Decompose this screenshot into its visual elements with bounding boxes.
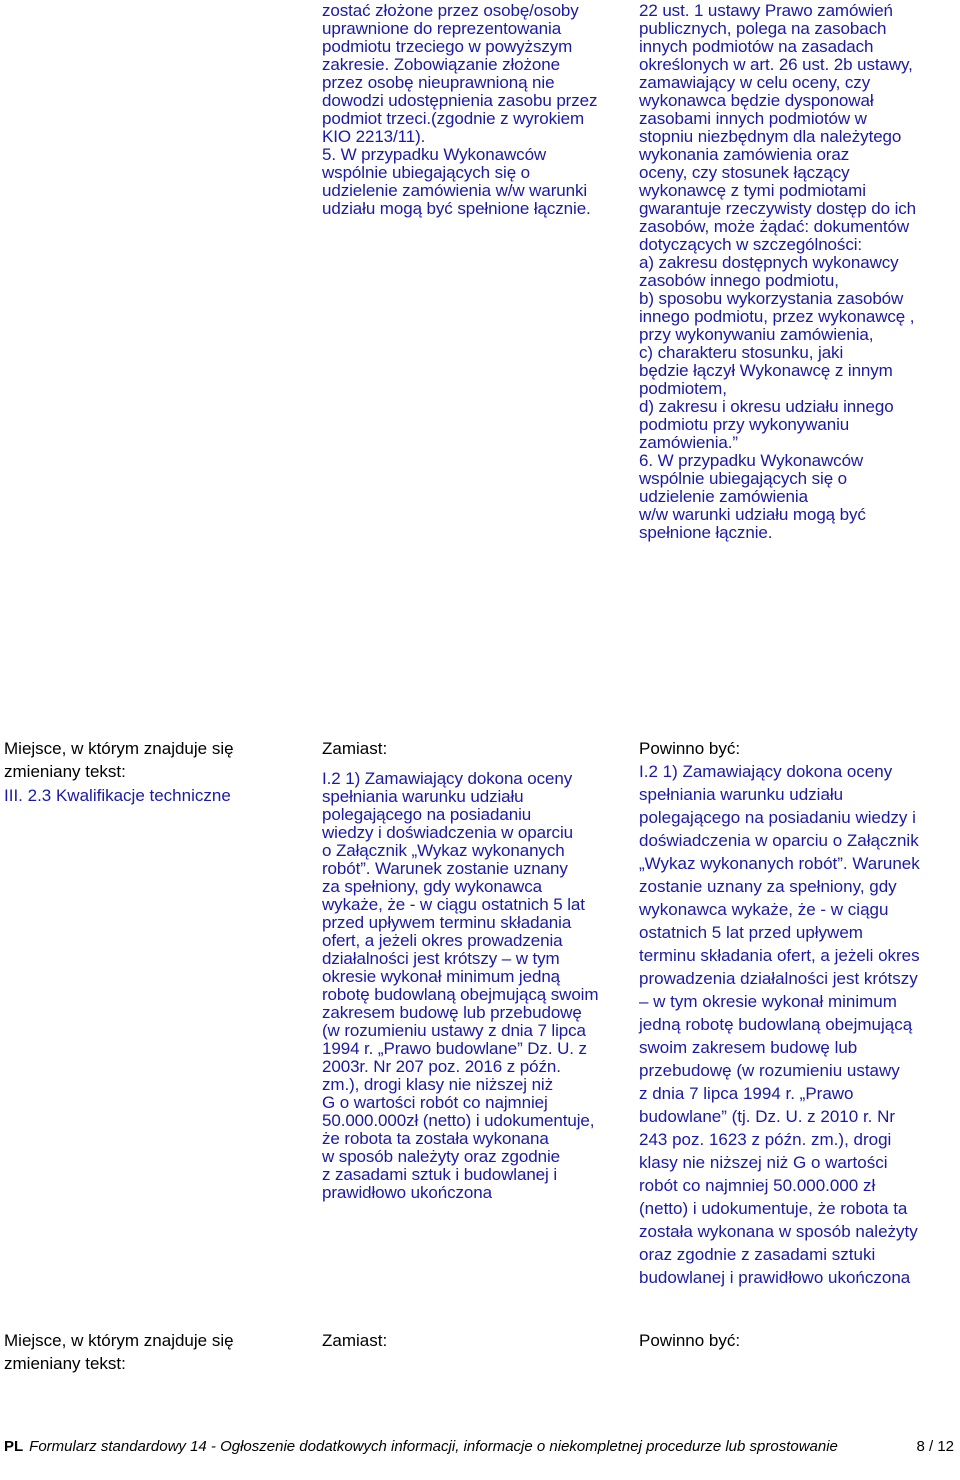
section1-should-label: Powinno być: — [639, 739, 741, 758]
top-right-continuation-text: 22 ust. 1 ustawy Prawo zamówień publicznych, polega na zasobach innych podmiotów na zasadach określonych w art. 26 ust. 2b ustawy, zamawiający w celu oceny, czy wykonawca będzie dysponował zasobami innych podmiotów w stopniu niezbędnym dla należytego wykonania zamówienia oraz oceny, czy stosunek łączący wykonawcę z tymi podmiotami gwarantuje rzeczywisty dostęp do ich zasobów, może żądać: dokumentów dotyczących w szczególności: a) zakresu dostępnych wykonawcy zasobów innego podmiotu, b) sposobu wykorzystania zasobów innego podmiotu, przez wykonawcę , przy wykonywaniu zamówienia, c) charakteru stosunku, jaki będzie łączył Wykonawcę z innym podmiotem, d) zakresu i okresu udziału innego podmiotu przy wykonywaniu zamówienia.” 6. W przypadku Wykonawców wspólnie ubiegających się o udzielenie zamówienia w/w warunki udziału mogą być spełnione łącznie. — [639, 1, 917, 542]
top-left-continuation-text: zostać złożone przez osobę/osoby uprawnione do reprezentowania podmiotu trzeciego w powyższym zakresie. Zobowiązanie złożone przez osobę nieuprawnioną nie dowodzi udostępnienia zasobu przez podmiot trzeci.(zgodnie z wyrokiem KIO 2213/11). 5. W przypadku Wykonawców wspólnie ubiegających się o udzielenie zamówienia w/w warunki udziału mogą być spełnione łącznie. — [322, 1, 598, 218]
section1-place-value: III. 2.3 Kwalifikacje techniczne — [4, 786, 231, 805]
footer-form-title: Formularz standardowy 14 - Ogłoszenie dodatkowych informacji, informacje o niekompletnej procedurze lub sprostowanie — [29, 1438, 838, 1455]
section1-should-text: I.2 1) Zamawiający dokona oceny spełniania warunku udziału polegającego na posiadaniu wiedzy i doświadczenia w oparciu o Załącznik „Wykaz wykonanych robót”. Warunek zostanie uznany za spełniony, gdy wykonawca wykaże, że - w ciągu ostatnich 5 lat przed upływem terminu składania ofert, a jeżeli okres prowadzenia działalności jest krótszy – w tym okresie wykonał minimum jedną robotę budowlaną obejmującą swoim zakresem budowę lub przebudowę (w rozumieniu ustawy z dnia 7 lipca 1994 r. „Prawo budowlane” (tj. Dz. U. z 2010 r. Nr 243 poz. 1623 z późn. zm.), drogi klasy nie niższej niż G o wartości robót co najmniej 50.000.000 zł (netto) i udokumentuje, że robota ta została wykonana w sposób należyty oraz zgodnie z zasadami sztuki budowlanej i prawidłowo ukończona — [639, 762, 920, 1287]
footer-page-number: 8 / 12 — [916, 1438, 954, 1455]
section1-instead-label: Zamiast: — [322, 739, 388, 758]
section1-instead-text: I.2 1) Zamawiający dokona oceny spełniania warunku udziału polegającego na posiadaniu wiedzy i doświadczenia w oparciu o Załącznik „Wykaz wykonanych robót”. Warunek zostanie uznany za spełniony, gdy wykonawca wykaże, że - w ciągu ostatnich 5 lat przed upływem terminu składania ofert, a jeżeli okres prowadzenia działalności jest krótszy – w tym okresie wykonał minimum jedną robotę budowlaną obejmującą swoim zakresem budowę lub przebudowę (w rozumieniu ustawy z dnia 7 lipca 1994 r. „Prawo budowlane” Dz. U. z 2003r. Nr 207 poz. 2016 z późn. zm.), drogi klasy nie niższej niż G o wartości robót co najmniej 50.000.000zł (netto) i udokumentuje, że robota ta została wykonana w sposób należyty oraz zgodnie z zasadami sztuk i budowlanej i prawidłowo ukończona — [322, 769, 599, 1202]
section1-place-label: Miejsce, w którym znajduje się zmieniany tekst: — [4, 739, 234, 781]
section2-place-label: Miejsce, w którym znajduje się zmieniany tekst: — [4, 1331, 234, 1373]
page-footer — [4, 1437, 954, 1456]
footer-language-code: PL — [4, 1438, 24, 1455]
section2-should-label: Powinno być: — [639, 1331, 741, 1350]
section2-instead-label: Zamiast: — [322, 1331, 388, 1350]
